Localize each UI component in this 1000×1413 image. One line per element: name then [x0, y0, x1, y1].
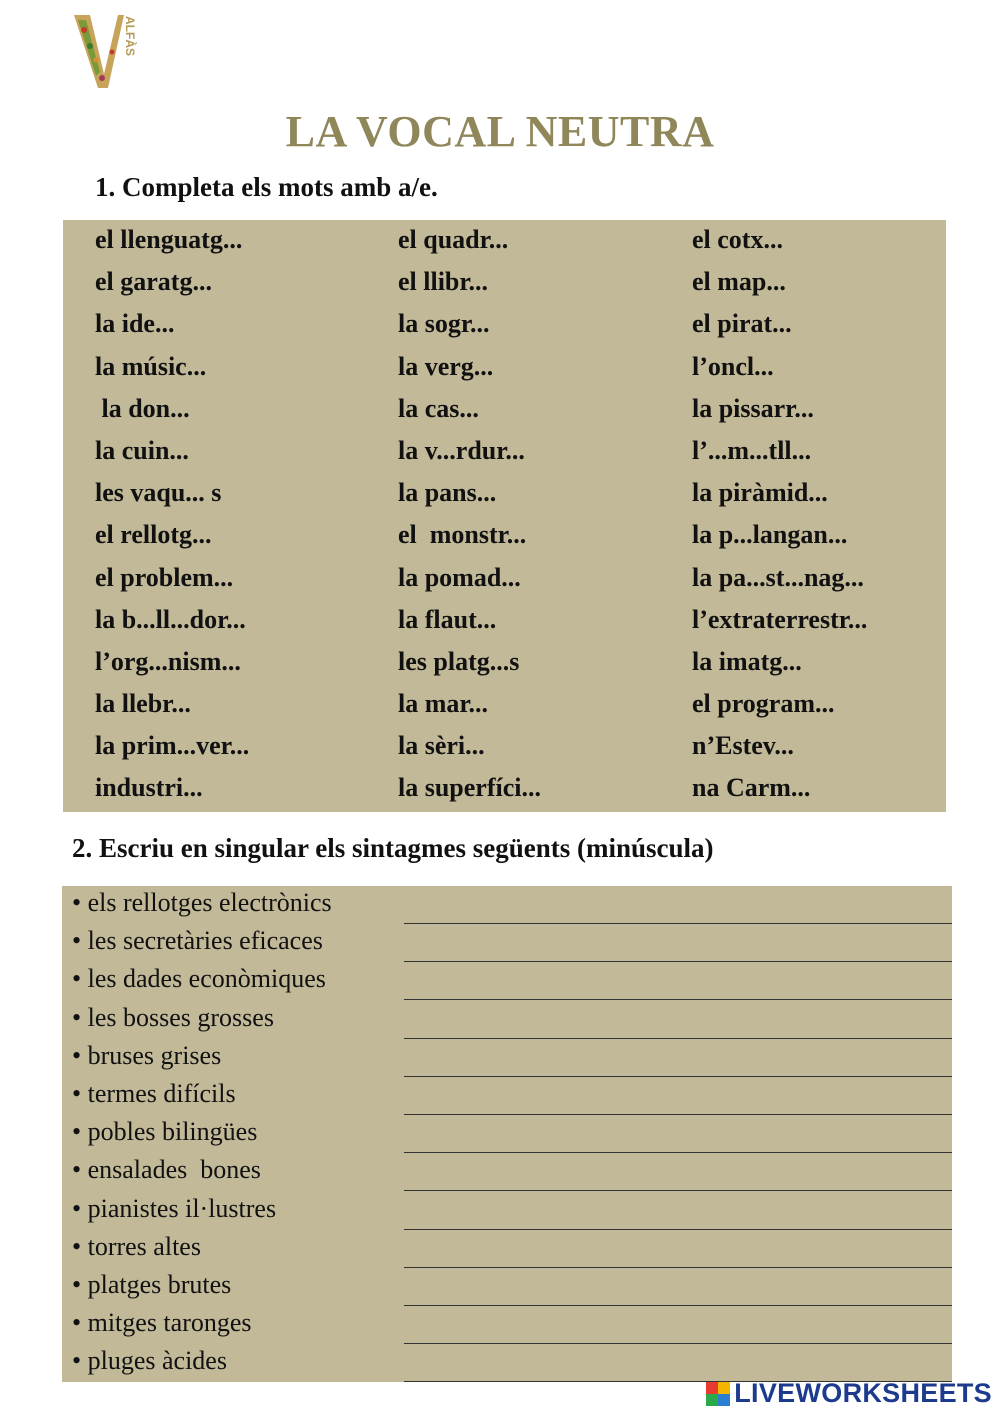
phrase-text: • les secretàries eficaces — [72, 926, 323, 956]
word-item[interactable]: la b...ll...dor... — [95, 604, 246, 634]
word-item[interactable]: el program... — [692, 689, 835, 719]
word-item[interactable]: l’org...nism... — [95, 646, 241, 676]
word-item[interactable]: el cotx... — [692, 225, 783, 254]
word-item[interactable]: la pa...st...nag... — [692, 562, 864, 592]
word-column-2 — [398, 219, 541, 810]
exercise1-word-grid — [63, 220, 946, 812]
logo-text: ALFÀS — [123, 16, 137, 56]
word-item[interactable]: la pissarr... — [692, 393, 814, 423]
exercise2-heading: 2. Escriu en singular els sintagmes següents (minúscula) — [72, 833, 714, 863]
phrase-row — [62, 886, 952, 924]
phrase-text: • pluges àcides — [72, 1346, 227, 1376]
word-item[interactable]: na Carm... — [692, 773, 811, 803]
phrase-row — [62, 1306, 952, 1344]
word-item[interactable]: la flaut... — [398, 604, 497, 634]
word-item[interactable]: la pans... — [398, 478, 497, 508]
word-column-1 — [95, 219, 249, 810]
word-item[interactable]: l’oncl... — [692, 351, 774, 381]
word-item[interactable]: el rellotg... — [95, 520, 212, 550]
word-item[interactable]: la v...rdur... — [398, 435, 525, 465]
page-title: LA VOCAL NEUTRA — [285, 107, 715, 156]
exercise2-phrase-list — [62, 886, 952, 1382]
phrase-text: • bruses grises — [72, 1040, 222, 1070]
word-item[interactable]: la músic... — [95, 351, 207, 381]
word-item[interactable]: el llenguatg... — [95, 225, 243, 254]
word-item[interactable]: el pirat... — [692, 309, 792, 339]
word-item[interactable]: el llibr... — [398, 267, 489, 297]
phrase-row — [62, 1077, 952, 1115]
word-item[interactable]: la piràmid... — [692, 478, 828, 508]
word-item[interactable]: el map... — [692, 267, 786, 297]
word-item[interactable]: la sèri... — [398, 731, 485, 761]
word-item[interactable]: l’extraterrestr... — [692, 604, 868, 634]
word-item[interactable]: la sogr... — [398, 309, 490, 339]
word-item[interactable]: la llebr... — [95, 689, 191, 719]
word-item[interactable]: el monstr... — [398, 520, 527, 550]
phrase-row — [62, 1268, 952, 1306]
word-item[interactable]: la mar... — [398, 689, 489, 719]
word-item[interactable]: industri... — [95, 773, 203, 803]
word-item[interactable]: la superfíci... — [398, 773, 541, 803]
logo-graphic — [72, 12, 152, 92]
logo — [72, 12, 152, 92]
liveworksheets-watermark — [706, 1378, 992, 1409]
word-item[interactable]: la don... — [95, 393, 190, 423]
word-item[interactable]: l’...m...tll... — [692, 435, 812, 465]
phrase-text: • ensalades bones — [72, 1155, 261, 1185]
phrase-row — [62, 1192, 952, 1230]
word-item[interactable]: la prim...ver... — [95, 731, 250, 761]
word-item[interactable]: la cas... — [398, 393, 479, 423]
phrase-row — [62, 1344, 952, 1382]
word-item[interactable]: les platg...s — [398, 646, 520, 676]
phrase-text: • mitges taronges — [72, 1308, 252, 1338]
phrase-text: • termes difícils — [72, 1079, 236, 1108]
phrase-text: • les dades econòmiques — [72, 964, 326, 994]
phrase-text: • pianistes il·lustres — [72, 1193, 277, 1223]
word-item[interactable]: la ide... — [95, 309, 175, 339]
exercise1-heading: 1. Completa els mots amb a/e. — [95, 172, 438, 202]
phrase-row — [62, 1153, 952, 1191]
phrase-row — [62, 1039, 952, 1077]
phrase-text: • els rellotges electrònics — [72, 888, 332, 917]
liveworksheets-badge-icon — [706, 1382, 730, 1406]
word-item[interactable]: el problem... — [95, 562, 234, 592]
word-item[interactable]: la p...langan... — [692, 520, 848, 550]
word-item[interactable]: el garatg... — [95, 267, 212, 297]
phrase-row — [62, 924, 952, 962]
word-item[interactable]: la pomad... — [398, 562, 521, 592]
phrase-row — [62, 1115, 952, 1153]
word-item[interactable]: la cuin... — [95, 435, 189, 465]
phrase-text: • pobles bilingües — [72, 1117, 258, 1147]
word-item[interactable]: n’Estev... — [692, 731, 794, 761]
word-item[interactable]: la imatg... — [692, 646, 802, 676]
word-column-3 — [692, 219, 867, 810]
phrase-row — [62, 1230, 952, 1268]
phrase-row — [62, 1001, 952, 1039]
phrase-row — [62, 962, 952, 1000]
word-item[interactable]: el quadr... — [398, 225, 509, 254]
phrase-text: • les bosses grosses — [72, 1002, 274, 1032]
phrase-text: • torres altes — [72, 1231, 201, 1261]
liveworksheets-brand: LIVEWORKSHEETS — [734, 1378, 992, 1408]
word-item[interactable]: les vaqu... s — [95, 478, 222, 508]
word-item[interactable]: la verg... — [398, 351, 494, 381]
phrase-text: • platges brutes — [72, 1270, 232, 1299]
